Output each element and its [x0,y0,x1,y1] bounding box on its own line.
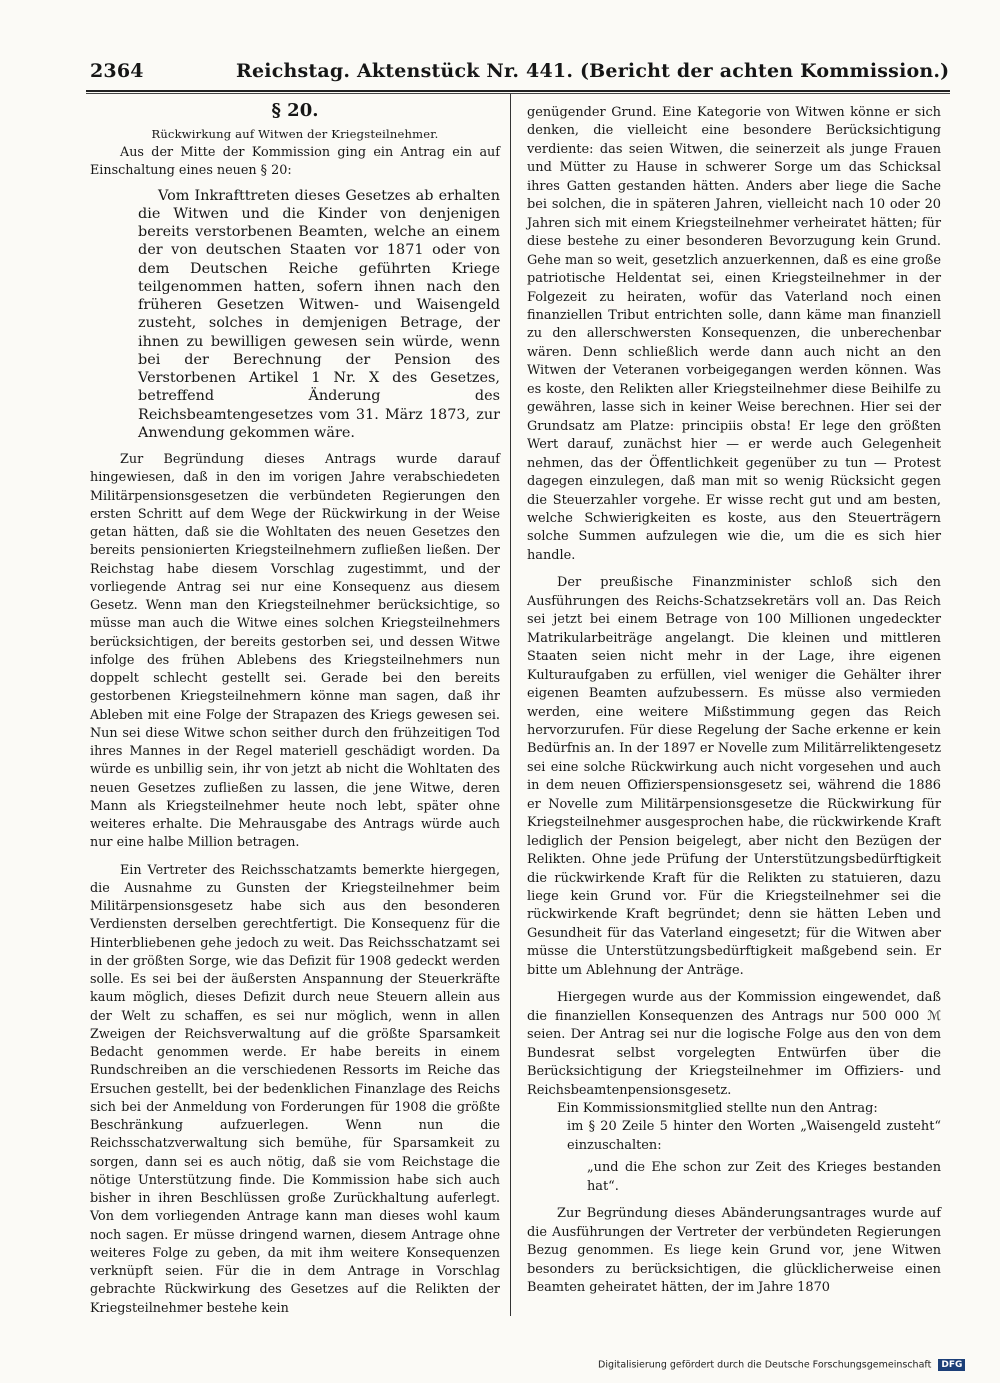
section-subheading: Rückwirkung auf Witwen der Kriegsteilnehmer. [151,127,439,141]
paragraph: Der preußische Finanzminister schloß sich den Ausführungen des Reichs-Schatzsekretärs voll an. Das Reich sei jetzt bei einem Betrage von 100 Millionen ungedeckter Matrikularbeiträge angelangt. Die kleinen und mittleren Staaten seien nicht mehr in der Lage, ihre eigenen Kulturaufgaben zu erfüllen, viel weniger die Gehälter ihrer eigenen Beamten aufzubessern. Es müsse also vermieden werden, eine weitere Mißstimmung gegen das Reich hervorzurufen. Für diese Regelung der Sache erkenne er kein Bedürfnis an. In der 1897 er Novelle zum Militärreliktengesetz sei eine solche Rückwirkung auch nicht vorgesehen und auch in dem neuen Offizierspensionsgesetz sei, während die 1886 er Novelle zum Militärpensionsgesetze die Rückwirkung für Kriegsteilnehmer ausgesprochen habe, die rückwirkende Kraft lediglich der Pension beigelegt, aber nicht den Bezügen der Relikten. Ohne jede Prüfung der Unterstützungsbedürftigkeit die rückwirkende Kraft für die Relikten zu statuieren, dazu liege kein Grund vor. Für die Kriegsteilnehmer sei die rückwirkende Kraft begründet; denn sie hätten Leben und Gesundheit für das Vaterland eingesetzt; für die Witwen aber müsse die Unterstützungsbedürftigkeit maßgebend sein. Er bitte um Ablehnung der Anträge. [527,575,941,978]
section-heading: § 20. [271,100,319,121]
left-column [90,98,500,1318]
dfg-logo: DFG [938,1359,965,1371]
page-header [86,58,948,86]
quoted-motion: Vom Inkrafttreten dieses Gesetzes ab erhalten die Witwen und die Kinder von denjenigen bereits verstorbenen Beamten, welche an einem der von deutschen Staaten vor 1871 oder von dem Deutschen Reiche geführten Kriege teilgenommen hatten, sofern ihnen nach den früheren Gesetzen Witwen- und Waisengeld zusteht, solches in demjenigen Betrage, der ihnen zu bewilligen gewesen sein würde, wenn bei der Berechnung der Pension des Verstorbenen Artikel 1 Nr. X des Gesetzes, betreffend Änderung des Reichsbeamtengesetzes vom 31. März 1873, zur Anwendung gekommen wäre. [138,187,500,441]
paragraph: Zur Begründung dieses Antrags wurde darauf hingewiesen, daß in den im vorigen Jahre verabschiedeten Militärpensionsgesetzen die verbündeten Regierungen den ersten Schritt auf dem Wege der Rückwirkung in der Weise getan hätten, daß sie die Wohltaten des neuen Gesetzes den bereits pensionierten Kriegsteilnehmern zufließen ließen. Der Reichstag habe diesem Vorschlag zugestimmt, und der vorliegende Antrag sei nur eine Konsequenz aus diesem Gesetz. Wenn man den Kriegsteilnehmer berücksichtige, so müsse man auch die Witwe eines solchen Kriegsteilnehmers berücksichtigen, der bereits gestorben sei, und dessen Witwe infolge des frühen Ablebens des Kriegsteilnehmers nun doppelt schlecht gestellt sei. Gerade bei den bereits gestorbenen Kriegsteilnehmern könne man sagen, daß ihr Ableben mit eine Folge der Strapazen des Kriegs gewesen sei. Nun sei diese Witwe schon seither durch den frühzeitigen Tod ihres Mannes in der Regel materiell geschädigt worden. Da würde es unbillig sein, ihr von jetzt ab nicht die Wohltaten des neuen Gesetzes zufließen zu lassen, die jene Witwe, deren Mann als Kriegsteilnehmer heute noch lebt, später ohne weiteres erhalte. Die Mehrausgabe des Antrags würde auch nur eine halbe Million betragen. [90,452,500,851]
header-rule [86,90,950,92]
header-rule-thin [86,93,950,94]
amendment-text: im § 20 Zeile 5 hinter den Worten „Waisengeld zusteht“ einzuschalten: [567,1119,941,1153]
amendment-quote: „und die Ehe schon zur Zeit des Krieges bestanden hat“. [587,1160,941,1194]
page-number: 2364 [90,60,144,82]
footer-text: Digitalisierung gefördert durch die Deutsche Forschungsgemeinschaft [598,1359,932,1371]
header-title: Reichstag. Aktenstück Nr. 441. (Bericht der achten Kommission.) [236,60,950,82]
paragraph: Hiergegen wurde aus der Kommission eingewendet, daß die finanziellen Konsequenzen des Antrags nur 500 000 ℳ seien. Der Antrag sei nur die logische Folge aus den von dem Bundesrat selbst vorgelegten Entwürfen über die Berücksichtigung der Kriegsteilnehmer im Offiziers- und Reichsbeamtenpensionsgesetz. [527,990,941,1098]
paragraph: Ein Vertreter des Reichsschatzamts bemerkte hiergegen, die Ausnahme zu Gunsten der Kriegsteilnehmer beim Militärpensionsgesetz habe sich aus den besonderen Verdiensten derselben gerechtfertigt. Die Konsequenz für die Hinterbliebenen gehe jedoch zu weit. Das Reichsschatzamt sei in der größten Sorge, wie das Defizit für 1908 gedeckt werden solle. Es sei bei der äußersten Anspannung der Steuerkräfte kaum möglich, dieses Defizit durch neue Steuern allein aus der Welt zu schaffen, es sei nur möglich, wenn in allen Zweigen der Reichsverwaltung auf die größte Sparsamkeit Bedacht genommen werde. Er habe bereits in einem Rundschreiben an die verschiedenen Ressorts im Reiche das Ersuchen gestellt, bei der bedenklichen Finanzlage des Reichs sich bei der Anmeldung von Forderungen für 1908 die größte Beschränkung aufzuerlegen. Wenn nun die Reichsschatzverwaltung sich bemühe, für Sparsamkeit zu sorgen, dann sei es auch nötig, daß sie vom Reichstage die nötige Unterstützung finde. Die Kommission habe sich auch bisher in ihren Beschlüssen große Zurückhaltung auferlegt. Von dem vorliegenden Antrage kann man dieses wohl kaum noch sagen. Er müsse dringend warnen, diesem Antrage ohne weiteres Folge zu geben, da mit ihm weitere Konsequenzen verknüpft seien. Für die in dem Antrage in Vorschlag gebrachte Rückwirkung des Gesetzes auf die Relikten der Kriegsteilnehmer bestehe kein [90,862,500,1316]
right-column [527,104,941,1298]
paragraph: Ein Kommissionsmitglied stellte nun den Antrag: [557,1101,878,1117]
paragraph: genügender Grund. Eine Kategorie von Witwen könne er sich denken, die vielleicht eine besondere Berücksichtigung verdiente: das seien Witwen, die seinerzeit als junge Frauen und Mütter zu Hause in schwerer Sorge um das Schicksal ihres Gatten gestanden hätten. Anders aber liege die Sache bei solchen, die in späteren Jahren, vielleicht nach 10 oder 20 Jahren sich mit einem Kriegsteilnehmer verheiratet hätten; für diese bestehe zu einer besonderen Bevorzugung kein Grund. Gehe man so weit, gesetzlich anzuerkennen, daß es eine große patriotische Heldentat sei, einen Kriegsteilnehmer in der Folgezeit zu heiraten, wofür das Vaterland noch einen finanziellen Tribut entrichten solle, dann käme man finanziell zu den allerschwersten Konsequenzen, die unberechenbar wären. Denn schließlich werde dann auch nicht an den Witwen der Veteranen vorbeigegangen werden können. Was es koste, den Relikten aller Kriegsteilnehmer diese Beihilfe zu gewähren, lasse sich in keiner Weise berechnen. Hier sei der Grundsatz am Platze: principiis obsta! Er lege den größten Wert darauf, zunächst hier — er werde auch Gelegenheit nehmen, das der Öffentlichkeit gegenüber zu tun — Protest dagegen einzulegen, daß man mit so wenig Rücksicht gegen die Steuerzahler vorgehe. Er wisse recht gut und am besten, welche Schwierigkeiten es koste, aus den Steuerträgern solche Summen aufzulegen wie die, um die es sich hier handle. [527,105,941,563]
footer-credit [598,1359,965,1371]
paragraph: Aus der Mitte der Kommission ging ein Antrag ein auf Einschaltung eines neuen § 20: [90,145,500,179]
column-divider [510,94,511,1316]
paragraph: Zur Begründung dieses Abänderungsantrages wurde auf die Ausführungen der Vertreter der verbündeten Regierungen Bezug genommen. Es liege kein Grund vor, jene Witwen besonders zu berücksichtigen, die glücklicherweise einen Beamten geheiratet hätten, der im Jahre 1870 [527,1206,941,1296]
